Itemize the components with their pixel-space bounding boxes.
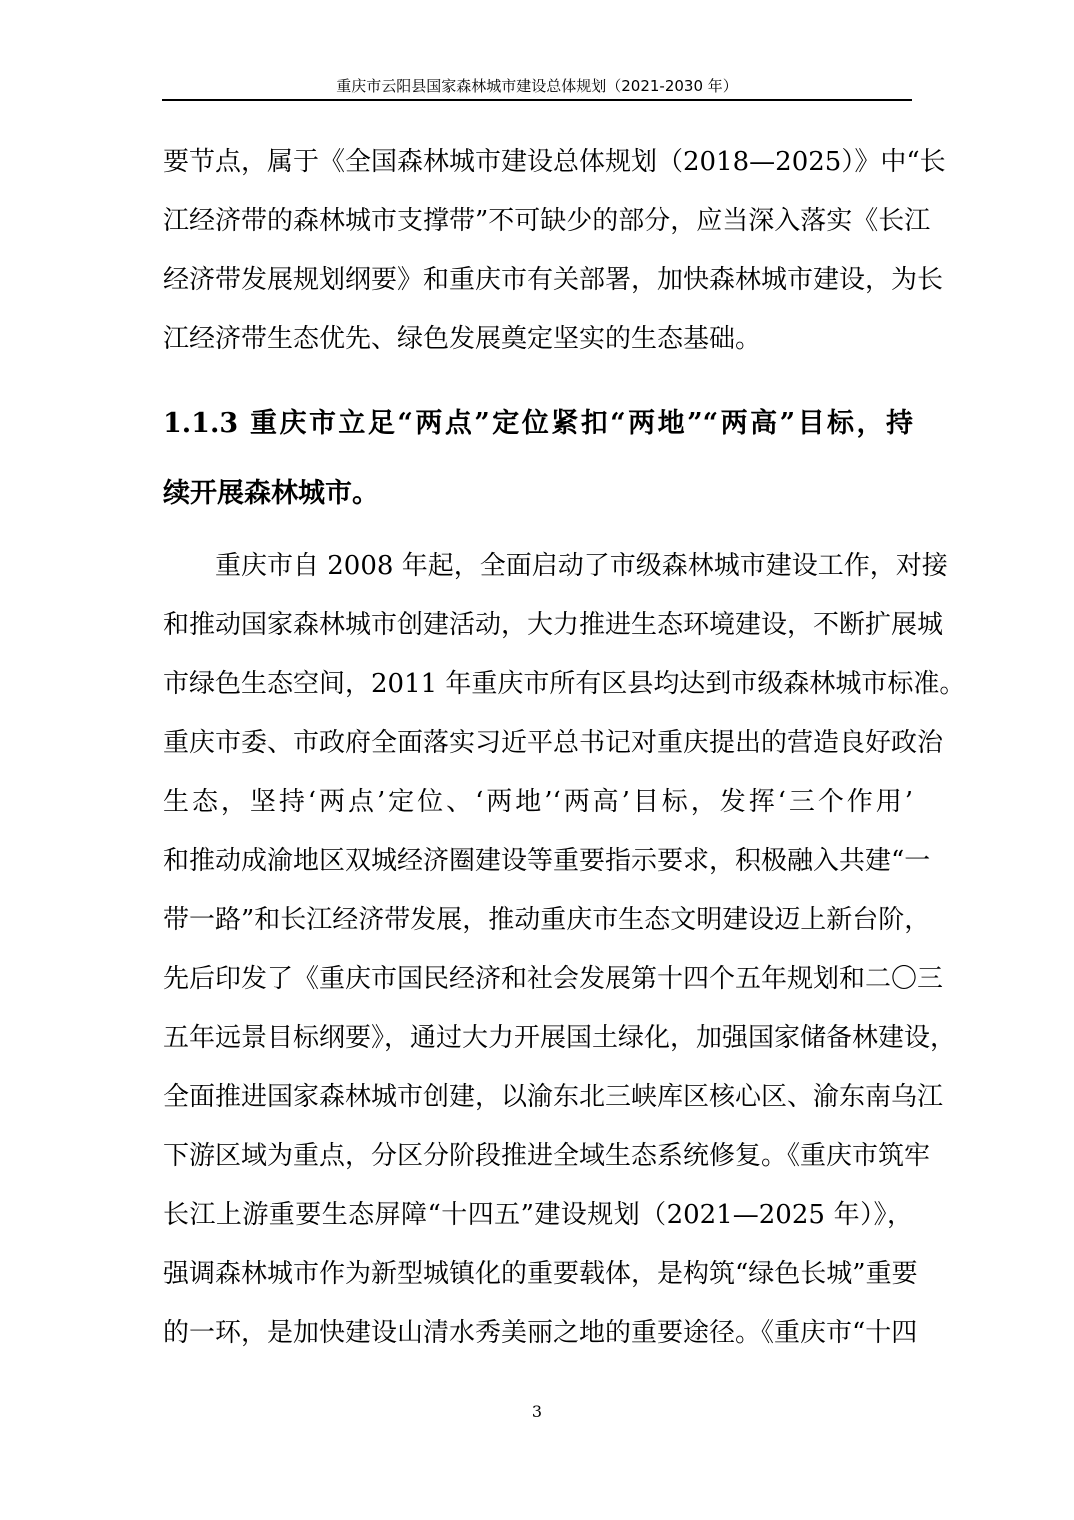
- text-line: 江经济带的森林城市支撑带”不可缺少的部分，应当深入落实《长江: [163, 206, 931, 236]
- text-line: 重庆市自 2008 年起，全面启动了市级森林城市建设工作，对接: [215, 551, 948, 581]
- text-line: 重庆市委、市政府全面落实习近平总书记对重庆提出的营造良好政治: [163, 728, 944, 758]
- text-line: 市绿色生态空间，2011 年重庆市所有区县均达到市级森林城市标准。: [163, 669, 966, 699]
- paragraph-continued: [163, 133, 946, 369]
- text-line: 五年远景目标纲要》，通过大力开展国土绿化，加强国家储备林建设，: [163, 1023, 957, 1053]
- text-line: 和推动国家森林城市创建活动，大力推进生态环境建设，不断扩展城: [163, 610, 944, 640]
- section-heading-1-1-3: [163, 392, 913, 532]
- running-header: 重庆市云阳县国家森林城市建设总体规划（2021-2030 年）: [336, 77, 738, 95]
- text-line: 的一环，是加快建设山清水秀美丽之地的重要途径。《重庆市“十四: [163, 1318, 918, 1348]
- page-number: 3: [531, 1402, 543, 1421]
- paragraph-body: [163, 537, 966, 1363]
- text-line: 和推动成渝地区双城经济圈建设等重要指示要求，积极融入共建“一: [163, 846, 931, 876]
- text-line: 经济带发展规划纲要》和重庆市有关部署，加快森林城市建设，为长: [163, 265, 944, 295]
- heading-line: 1.1.3 重庆市立足“两点”定位紧扣“两地”“两高”目标，持: [163, 408, 913, 439]
- text-line: 带一路”和长江经济带发展，推动重庆市生态文明建设迈上新台阶，: [163, 905, 931, 935]
- text-line: 要节点，属于《全国森林城市建设总体规划（2018—2025）》中“长: [163, 147, 946, 177]
- text-line: 长江上游重要生态屏障“十四五”建设规划（2021—2025 年）》，: [163, 1200, 913, 1230]
- text-line: 全面推进国家森林城市创建，以渝东北三峡库区核心区、渝东南乌江: [163, 1082, 944, 1112]
- heading-line: 续开展森林城市。: [163, 478, 379, 509]
- header-rule: [162, 99, 912, 101]
- text-line: 江经济带生态优先、绿色发展奠定坚实的生态基础。: [163, 324, 762, 354]
- text-line: 生态，坚持‘两点’定位、‘两地’‘两高’目标，发挥‘三个作用’: [163, 787, 913, 817]
- text-line: 先后印发了《重庆市国民经济和社会发展第十四个五年规划和二〇三: [163, 964, 944, 994]
- text-line: 强调森林城市作为新型城镇化的重要载体，是构筑“绿色长城”重要: [163, 1259, 918, 1289]
- text-line: 下游区域为重点，分区分阶段推进全域生态系统修复。《重庆市筑牢: [163, 1141, 931, 1171]
